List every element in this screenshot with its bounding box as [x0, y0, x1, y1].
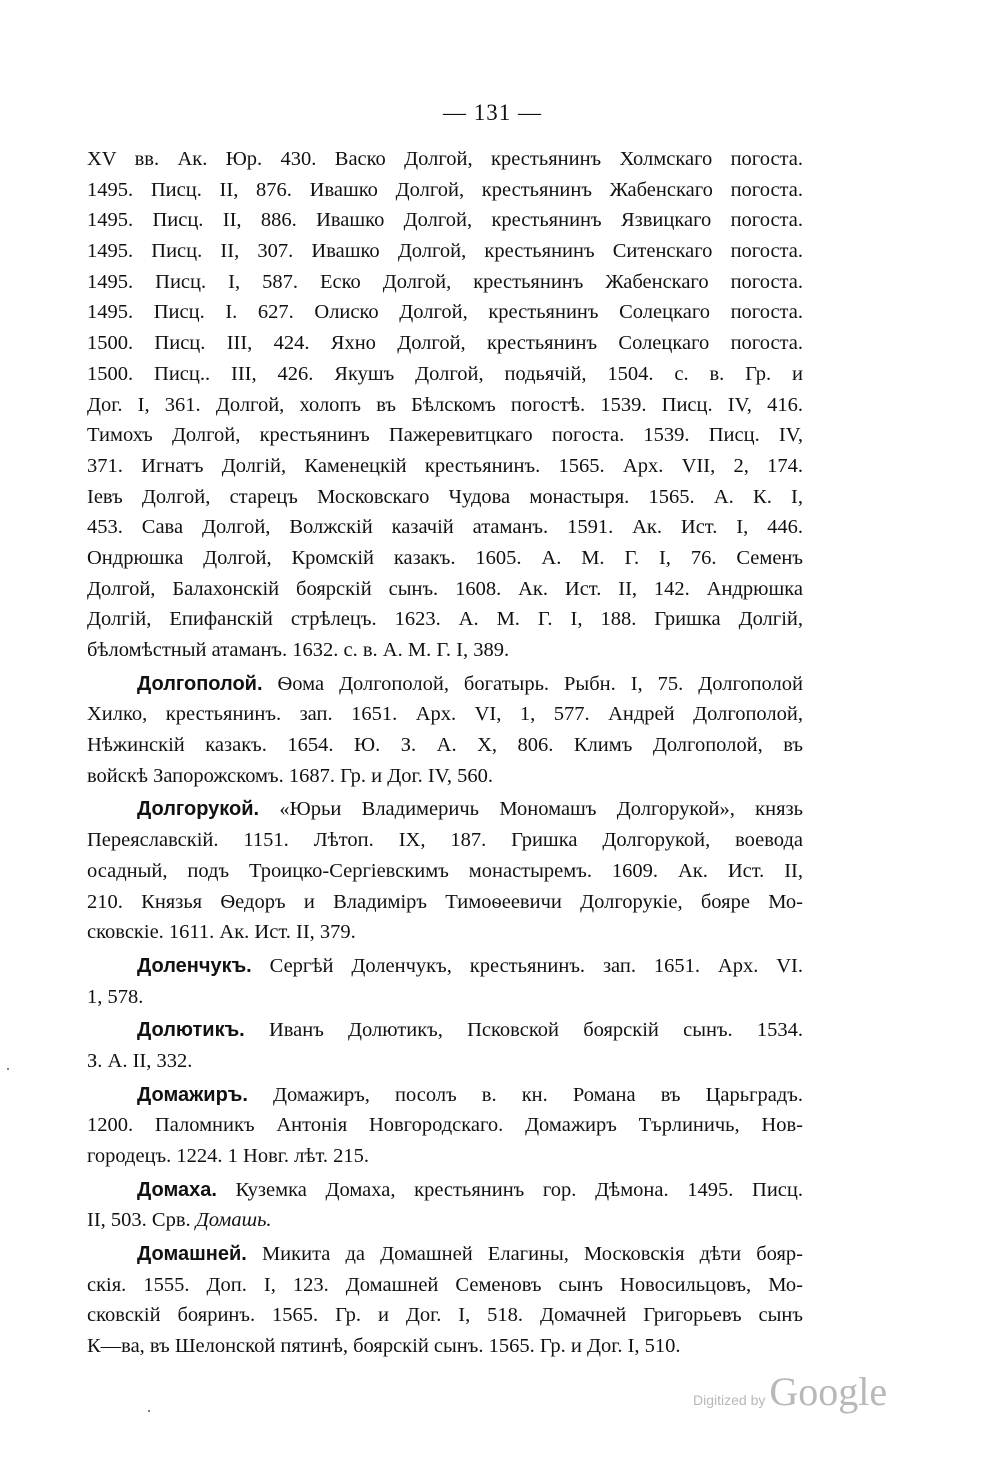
text-line: осадный, подъ Троицко-Сергіевскимъ монастыремъ. 1609. Ак. Ист. II, [87, 859, 803, 882]
entry-first-line [87, 951, 803, 982]
entry-text: «Юрьи Владимеричь Мономашъ Долгорукой», князь [279, 798, 803, 821]
entry-text: Микита да Домашней Елагины, Московскія дѣти бояр- [261, 1243, 803, 1266]
text-line: 1200. Паломникъ Антонія Новгородскаго. Домажиръ Търлиничь, Нов- [87, 1114, 803, 1137]
entry-dolenchuk [87, 951, 803, 1012]
entry-text: Сергѣй Доленчукъ, крестьянинъ. зап. 1651. Арх. VI. [269, 954, 803, 977]
entry-first-line [87, 1239, 803, 1270]
text-line: К—ва, въ Шелонской пятинѣ, боярскій сынъ. 1565. Гр. и Дог. I, 510. [87, 1335, 681, 1358]
entry-text: Иванъ Долютикъ, Псковской боярскій сынъ. 1534. [268, 1019, 803, 1042]
entry-headword: Долгорукой. [137, 798, 260, 821]
text-line: скія. 1555. Доп. I, 123. Домашней Семеновъ сынъ Новосильцовъ, Мо- [87, 1273, 803, 1296]
text-line: Нѣжинскій казакъ. 1654. Ю. З. А. Х, 806. Климъ Долгополой, въ [87, 734, 803, 757]
text-line: Ондрюшка Долгой, Кромскій казакъ. 1605. А. М. Г. I, 76. Семенъ [87, 546, 803, 569]
google-logo: Google [769, 1369, 888, 1414]
entry-headword: Доленчукъ. [137, 954, 252, 977]
scan-speck [7, 1068, 9, 1070]
text-line: Іевъ Долгой, старецъ Московскаго Чудова монастыря. 1565. А. К. I, [87, 485, 803, 508]
entry-dolgopoloy [87, 669, 803, 792]
text-line: сковскіе. 1611. Ак. Ист. II, 379. [87, 921, 356, 944]
text-line: 1, 578. [87, 985, 144, 1008]
entry-headword: Долютикъ. [137, 1019, 245, 1042]
scan-speck [148, 1410, 150, 1412]
text-line: 210. Князья Ѳедоръ и Владиміръ Тимоѳеевичи Долгорукіе, бояре Мо- [87, 890, 803, 913]
entry-first-line [87, 1175, 803, 1206]
text-line [87, 1205, 803, 1236]
entry-text: Домажиръ, посолъ в. кн. Романа въ Царьградъ. [273, 1083, 803, 1106]
text-line: Долгій, Епифанскій стрѣлецъ. 1623. А. М. Г. I, 188. Гришка Долгій, [87, 608, 803, 631]
text-line: войскѣ Запорожскомъ. 1687. Гр. и Дог. IV, 560. [87, 764, 493, 787]
entry-headword: Домаха. [137, 1178, 217, 1201]
text-line: 371. Игнатъ Долгій, Каменецкій крестьянинъ. 1565. Арх. VII, 2, 174. [87, 454, 803, 477]
entry-first-line [87, 669, 803, 700]
digitized-watermark [693, 1368, 887, 1415]
entry-first-line [87, 1080, 803, 1111]
entry-text: II, 503. Срв. [87, 1209, 196, 1232]
text-line: бѣломѣстный атаманъ. 1632. с. в. А. М. Г. I, 389. [87, 639, 510, 661]
text-line: сковскій бояринъ. 1565. Гр. и Дог. I, 518. Домачней Григорьевъ сынъ [87, 1304, 803, 1327]
entry-text: Куземка Домаха, крестьянинъ гор. Дѣмона. 1495. Писц. [235, 1178, 803, 1201]
entry-headword: Домашней. [137, 1243, 247, 1266]
entry-dolgorukoy [87, 794, 803, 947]
entry-headword: Долгополой. [137, 672, 263, 695]
text-block [87, 144, 803, 1362]
text-line: городецъ. 1224. 1 Новг. лѣт. 215. [87, 1145, 370, 1167]
text-line: З. А. II, 332. [87, 1049, 193, 1072]
page-number: — 131 — [443, 100, 542, 125]
text-line: 453. Сава Долгой, Волжскій казачій атаманъ. 1591. Ак. Ист. I, 446. [87, 516, 803, 539]
text-line: 1500. Писц. III, 424. Яхно Долгой, крестьянинъ Солецкаго погоста. [87, 332, 803, 355]
cross-reference: Домашь. [195, 1209, 272, 1232]
entry-domashney [87, 1239, 803, 1362]
text-line: Хилко, крестьянинъ. зап. 1651. Арх. VI, 1, 577. Андрей Долгополой, [87, 703, 803, 726]
text-line: Переяславскій. 1151. Лѣтоп. IX, 187. Гришка Долгорукой, воевода [87, 829, 803, 852]
entry-domakha [87, 1175, 803, 1236]
text-line: Дог. I, 361. Долгой, холопъ въ Бѣлскомъ погостѣ. 1539. Писц. IV, 416. [87, 393, 803, 416]
opening-paragraph [87, 144, 803, 666]
text-line: XV вв. Ак. Юр. 430. Васко Долгой, крестьянинъ Холмскаго погоста. [87, 148, 803, 170]
text-line: 1495. Писц. II, 876. Ивашко Долгой, крестьянинъ Жабенскаго погоста. [87, 178, 803, 201]
entry-headword: Домажиръ. [137, 1083, 248, 1106]
entry-first-line [87, 794, 803, 825]
entry-text: Ѳома Долгополой, богатырь. Рыбн. I, 75. Долгополой [277, 672, 803, 695]
text-line: 1495. Писц. II, 307. Ивашко Долгой, крестьянинъ Ситенскаго погоста. [87, 240, 803, 263]
text-line: Долгой, Балахонскій боярскій сынъ. 1608. Ак. Ист. II, 142. Андрюшка [87, 577, 803, 600]
entry-domazhir [87, 1080, 803, 1172]
text-line: 1495. Писц. II, 886. Ивашко Долгой, крестьянинъ Язвицкаго погоста. [87, 209, 803, 232]
text-line: Тимохъ Долгой, крестьянинъ Пажеревитцкаго погоста. 1539. Писц. IV, [87, 424, 803, 447]
text-line: 1495. Писц. I, 587. Еско Долгой, крестьянинъ Жабенскаго погоста. [87, 270, 803, 293]
watermark-prefix: Digitized by [693, 1392, 766, 1408]
text-line: 1500. Писц.. III, 426. Якушъ Долгой, подьячій, 1504. с. в. Гр. и [87, 362, 803, 385]
text-line: 1495. Писц. I. 627. Олиско Долгой, крестьянинъ Солецкаго погоста. [87, 301, 803, 324]
entry-first-line [87, 1015, 803, 1046]
entry-dolyutik [87, 1015, 803, 1076]
